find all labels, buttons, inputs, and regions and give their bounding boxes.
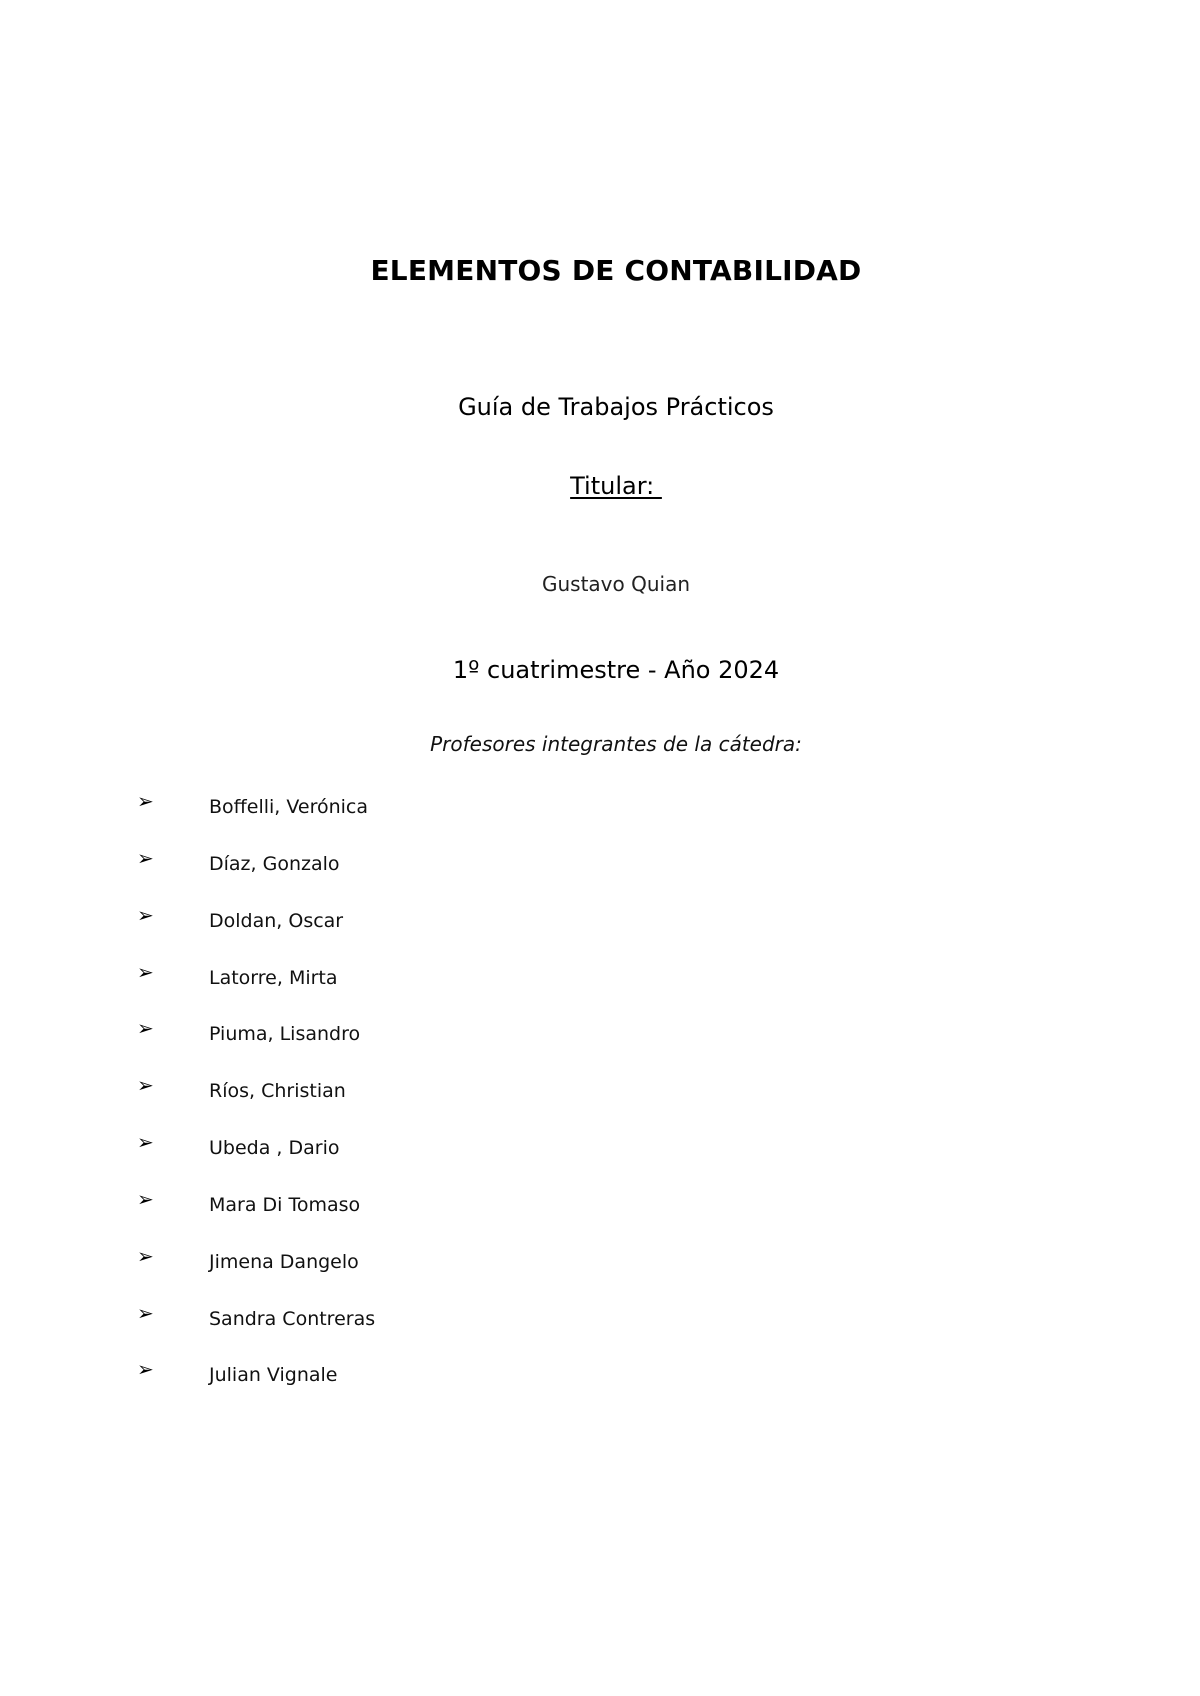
profesor-name: Jimena Dangelo	[209, 1251, 359, 1273]
profesor-name: Ubeda , Dario	[209, 1137, 340, 1159]
arrow-bullet-icon: ➢	[137, 903, 154, 927]
document-title: ELEMENTOS DE CONTABILIDAD	[370, 254, 862, 287]
document-subtitle: Guía de Trabajos Prácticos	[458, 393, 774, 421]
profesor-name: Piuma, Lisandro	[209, 1023, 361, 1045]
profesores-heading: Profesores integrantes de la cátedra:	[430, 732, 802, 756]
profesor-name: Sandra Contreras	[209, 1308, 376, 1330]
list-item	[0, 1187, 800, 1233]
list-item	[0, 1357, 800, 1403]
list-item	[0, 1073, 800, 1119]
list-item	[0, 903, 800, 949]
profesor-name: Latorre, Mirta	[209, 967, 338, 989]
list-item	[0, 960, 800, 1006]
titular-name: Gustavo Quian	[541, 572, 691, 596]
arrow-bullet-icon: ➢	[137, 1301, 154, 1325]
arrow-bullet-icon: ➢	[137, 960, 154, 984]
titular-label: Titular:	[570, 472, 662, 500]
arrow-bullet-icon: ➢	[137, 846, 154, 870]
list-item	[0, 1130, 800, 1176]
arrow-bullet-icon: ➢	[137, 1130, 154, 1154]
arrow-bullet-icon: ➢	[137, 1016, 154, 1040]
period-label: 1º cuatrimestre - Año 2024	[452, 656, 780, 684]
arrow-bullet-icon: ➢	[137, 1244, 154, 1268]
arrow-bullet-icon: ➢	[137, 789, 154, 813]
list-item	[0, 1244, 800, 1290]
profesor-name: Doldan, Oscar	[209, 910, 344, 932]
profesor-name: Mara Di Tomaso	[209, 1194, 361, 1216]
list-item	[0, 846, 800, 892]
profesor-name: Boffelli, Verónica	[209, 796, 368, 818]
profesor-name: Díaz, Gonzalo	[209, 853, 340, 875]
arrow-bullet-icon: ➢	[137, 1073, 154, 1097]
list-item	[0, 1301, 800, 1347]
arrow-bullet-icon: ➢	[137, 1187, 154, 1211]
arrow-bullet-icon: ➢	[137, 1357, 154, 1381]
profesor-name: Julian Vignale	[209, 1364, 338, 1386]
list-item	[0, 1016, 800, 1062]
profesor-name: Ríos, Christian	[209, 1080, 346, 1102]
list-item	[0, 789, 800, 835]
